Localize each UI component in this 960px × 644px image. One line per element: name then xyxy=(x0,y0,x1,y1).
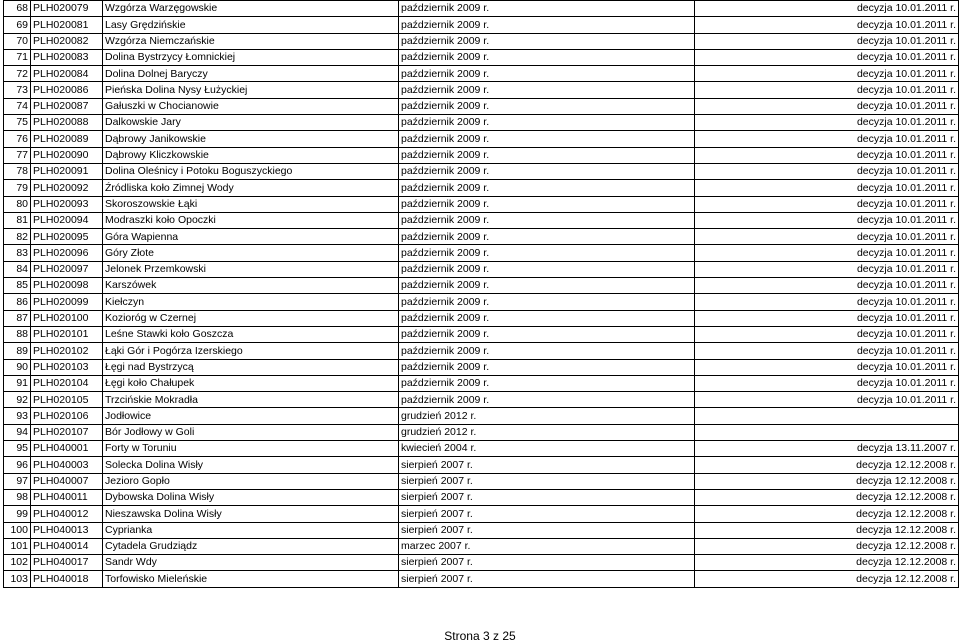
table-row xyxy=(4,278,959,294)
decision-info: decyzja 12.12.2008 r. xyxy=(695,571,959,587)
row-number: 70 xyxy=(4,33,31,49)
row-number: 93 xyxy=(4,408,31,424)
table-row xyxy=(4,555,959,571)
row-number: 89 xyxy=(4,343,31,359)
submission-date: październik 2009 r. xyxy=(399,326,695,342)
site-code: PLH020098 xyxy=(31,278,103,294)
submission-date: marzec 2007 r. xyxy=(399,538,695,554)
table-row xyxy=(4,98,959,114)
submission-date: październik 2009 r. xyxy=(399,294,695,310)
site-name: Łęgi nad Bystrzycą xyxy=(103,359,399,375)
site-code: PLH040003 xyxy=(31,457,103,473)
site-name: Sandr Wdy xyxy=(103,555,399,571)
submission-date: październik 2009 r. xyxy=(399,147,695,163)
site-name: Góry Złote xyxy=(103,245,399,261)
site-code: PLH020081 xyxy=(31,17,103,33)
row-number: 98 xyxy=(4,489,31,505)
site-code: PLH020099 xyxy=(31,294,103,310)
decision-info: decyzja 12.12.2008 r. xyxy=(695,555,959,571)
table-row xyxy=(4,294,959,310)
row-number: 87 xyxy=(4,310,31,326)
site-code: PLH020102 xyxy=(31,343,103,359)
submission-date: sierpień 2007 r. xyxy=(399,457,695,473)
site-code: PLH020106 xyxy=(31,408,103,424)
site-name: Jezioro Gopło xyxy=(103,473,399,489)
site-name: Bór Jodłowy w Goli xyxy=(103,424,399,440)
table-row xyxy=(4,441,959,457)
row-number: 73 xyxy=(4,82,31,98)
row-number: 81 xyxy=(4,212,31,228)
row-number: 100 xyxy=(4,522,31,538)
table-row xyxy=(4,147,959,163)
site-name: Cytadela Grudziądz xyxy=(103,538,399,554)
site-name: Trzcińskie Mokradła xyxy=(103,392,399,408)
site-name: Jodłowice xyxy=(103,408,399,424)
row-number: 68 xyxy=(4,1,31,17)
table-row xyxy=(4,163,959,179)
site-name: Kozioróg w Czernej xyxy=(103,310,399,326)
site-code: PLH020094 xyxy=(31,212,103,228)
decision-info: decyzja 10.01.2011 r. xyxy=(695,33,959,49)
row-number: 75 xyxy=(4,115,31,131)
table-row xyxy=(4,17,959,33)
sites-table xyxy=(3,0,959,588)
site-code: PLH020083 xyxy=(31,49,103,65)
row-number: 85 xyxy=(4,278,31,294)
decision-info: decyzja 10.01.2011 r. xyxy=(695,278,959,294)
submission-date: październik 2009 r. xyxy=(399,115,695,131)
sites-table-body xyxy=(4,1,959,588)
site-name: Solecka Dolina Wisły xyxy=(103,457,399,473)
table-row xyxy=(4,245,959,261)
decision-info: decyzja 10.01.2011 r. xyxy=(695,326,959,342)
site-name: Dolina Dolnej Baryczy xyxy=(103,66,399,82)
submission-date: październik 2009 r. xyxy=(399,229,695,245)
submission-date: październik 2009 r. xyxy=(399,278,695,294)
submission-date: sierpień 2007 r. xyxy=(399,489,695,505)
site-name: Kiełczyn xyxy=(103,294,399,310)
decision-info: decyzja 10.01.2011 r. xyxy=(695,147,959,163)
table-row xyxy=(4,196,959,212)
decision-info: decyzja 10.01.2011 r. xyxy=(695,82,959,98)
submission-date: październik 2009 r. xyxy=(399,17,695,33)
site-name: Łąki Gór i Pogórza Izerskiego xyxy=(103,343,399,359)
table-row xyxy=(4,473,959,489)
row-number: 77 xyxy=(4,147,31,163)
row-number: 86 xyxy=(4,294,31,310)
decision-info: decyzja 12.12.2008 r. xyxy=(695,538,959,554)
table-row xyxy=(4,229,959,245)
table-row xyxy=(4,343,959,359)
table-row xyxy=(4,261,959,277)
submission-date: październik 2009 r. xyxy=(399,196,695,212)
decision-info: decyzja 12.12.2008 r. xyxy=(695,473,959,489)
submission-date: październik 2009 r. xyxy=(399,392,695,408)
site-name: Forty w Toruniu xyxy=(103,441,399,457)
submission-date: grudzień 2012 r. xyxy=(399,424,695,440)
decision-info: decyzja 10.01.2011 r. xyxy=(695,212,959,228)
decision-info: decyzja 10.01.2011 r. xyxy=(695,163,959,179)
decision-info: decyzja 10.01.2011 r. xyxy=(695,17,959,33)
decision-info: decyzja 10.01.2011 r. xyxy=(695,310,959,326)
site-name: Dolina Oleśnicy i Potoku Boguszyckiego xyxy=(103,163,399,179)
decision-info: decyzja 10.01.2011 r. xyxy=(695,180,959,196)
submission-date: październik 2009 r. xyxy=(399,310,695,326)
row-number: 84 xyxy=(4,261,31,277)
site-code: PLH040014 xyxy=(31,538,103,554)
site-name: Gałuszki w Chocianowie xyxy=(103,98,399,114)
table-row xyxy=(4,66,959,82)
site-name: Góra Wapienna xyxy=(103,229,399,245)
row-number: 80 xyxy=(4,196,31,212)
site-name: Dalkowskie Jary xyxy=(103,115,399,131)
site-name: Dybowska Dolina Wisły xyxy=(103,489,399,505)
table-row xyxy=(4,392,959,408)
site-name: Źródliska koło Zimnej Wody xyxy=(103,180,399,196)
row-number: 101 xyxy=(4,538,31,554)
submission-date: sierpień 2007 r. xyxy=(399,506,695,522)
site-code: PLH040013 xyxy=(31,522,103,538)
row-number: 76 xyxy=(4,131,31,147)
site-name: Dąbrowy Kliczkowskie xyxy=(103,147,399,163)
table-row xyxy=(4,375,959,391)
table-row xyxy=(4,33,959,49)
row-number: 83 xyxy=(4,245,31,261)
decision-info: decyzja 10.01.2011 r. xyxy=(695,1,959,17)
table-row xyxy=(4,310,959,326)
submission-date: październik 2009 r. xyxy=(399,261,695,277)
submission-date: październik 2009 r. xyxy=(399,180,695,196)
decision-info: decyzja 12.12.2008 r. xyxy=(695,489,959,505)
decision-info: decyzja 10.01.2011 r. xyxy=(695,49,959,65)
site-name: Wzgórza Warzęgowskie xyxy=(103,1,399,17)
decision-info: decyzja 12.12.2008 r. xyxy=(695,522,959,538)
submission-date: sierpień 2007 r. xyxy=(399,473,695,489)
site-code: PLH020101 xyxy=(31,326,103,342)
submission-date: sierpień 2007 r. xyxy=(399,522,695,538)
decision-info: decyzja 10.01.2011 r. xyxy=(695,245,959,261)
submission-date: październik 2009 r. xyxy=(399,212,695,228)
submission-date: październik 2009 r. xyxy=(399,98,695,114)
submission-date: październik 2009 r. xyxy=(399,1,695,17)
table-row xyxy=(4,1,959,17)
site-code: PLH040007 xyxy=(31,473,103,489)
site-name: Lasy Grędzińskie xyxy=(103,17,399,33)
row-number: 78 xyxy=(4,163,31,179)
decision-info: decyzja 10.01.2011 r. xyxy=(695,261,959,277)
site-code: PLH020104 xyxy=(31,375,103,391)
table-row xyxy=(4,326,959,342)
table-row xyxy=(4,424,959,440)
site-name: Łęgi koło Chałupek xyxy=(103,375,399,391)
site-name: Pieńska Dolina Nysy Łużyckiej xyxy=(103,82,399,98)
decision-info: decyzja 10.01.2011 r. xyxy=(695,392,959,408)
row-number: 103 xyxy=(4,571,31,587)
decision-info: decyzja 12.12.2008 r. xyxy=(695,457,959,473)
site-code: PLH020082 xyxy=(31,33,103,49)
decision-info xyxy=(695,424,959,440)
site-code: PLH020105 xyxy=(31,392,103,408)
site-code: PLH040011 xyxy=(31,489,103,505)
row-number: 99 xyxy=(4,506,31,522)
row-number: 96 xyxy=(4,457,31,473)
table-row xyxy=(4,359,959,375)
decision-info: decyzja 10.01.2011 r. xyxy=(695,196,959,212)
submission-date: grudzień 2012 r. xyxy=(399,408,695,424)
table-row xyxy=(4,131,959,147)
decision-info: decyzja 10.01.2011 r. xyxy=(695,66,959,82)
submission-date: październik 2009 r. xyxy=(399,359,695,375)
site-code: PLH020092 xyxy=(31,180,103,196)
site-code: PLH020086 xyxy=(31,82,103,98)
row-number: 88 xyxy=(4,326,31,342)
site-code: PLH020103 xyxy=(31,359,103,375)
row-number: 82 xyxy=(4,229,31,245)
decision-info: decyzja 12.12.2008 r. xyxy=(695,506,959,522)
submission-date: październik 2009 r. xyxy=(399,49,695,65)
decision-info: decyzja 10.01.2011 r. xyxy=(695,229,959,245)
decision-info: decyzja 10.01.2011 r. xyxy=(695,375,959,391)
table-row xyxy=(4,506,959,522)
row-number: 95 xyxy=(4,441,31,457)
submission-date: październik 2009 r. xyxy=(399,163,695,179)
site-name: Torfowisko Mieleńskie xyxy=(103,571,399,587)
submission-date: sierpień 2007 r. xyxy=(399,571,695,587)
decision-info: decyzja 10.01.2011 r. xyxy=(695,115,959,131)
row-number: 69 xyxy=(4,17,31,33)
site-name: Dolina Bystrzycy Łomnickiej xyxy=(103,49,399,65)
table-row xyxy=(4,538,959,554)
submission-date: kwiecień 2004 r. xyxy=(399,441,695,457)
site-code: PLH020088 xyxy=(31,115,103,131)
site-name: Jelonek Przemkowski xyxy=(103,261,399,277)
site-code: PLH020095 xyxy=(31,229,103,245)
site-name: Wzgórza Niemczańskie xyxy=(103,33,399,49)
row-number: 74 xyxy=(4,98,31,114)
table-row xyxy=(4,408,959,424)
site-code: PLH020097 xyxy=(31,261,103,277)
site-code: PLH020087 xyxy=(31,98,103,114)
submission-date: październik 2009 r. xyxy=(399,343,695,359)
submission-date: październik 2009 r. xyxy=(399,66,695,82)
page-number: Strona 3 z 25 xyxy=(444,629,516,643)
site-code: PLH020090 xyxy=(31,147,103,163)
site-name: Dąbrowy Janikowskie xyxy=(103,131,399,147)
site-code: PLH040018 xyxy=(31,571,103,587)
table-row xyxy=(4,82,959,98)
submission-date: październik 2009 r. xyxy=(399,375,695,391)
row-number: 102 xyxy=(4,555,31,571)
submission-date: październik 2009 r. xyxy=(399,82,695,98)
site-code: PLH040001 xyxy=(31,441,103,457)
site-code: PLH040012 xyxy=(31,506,103,522)
row-number: 91 xyxy=(4,375,31,391)
decision-info: decyzja 13.11.2007 r. xyxy=(695,441,959,457)
site-code: PLH020091 xyxy=(31,163,103,179)
table-row xyxy=(4,49,959,65)
row-number: 94 xyxy=(4,424,31,440)
table-row xyxy=(4,522,959,538)
site-code: PLH020079 xyxy=(31,1,103,17)
row-number: 90 xyxy=(4,359,31,375)
row-number: 92 xyxy=(4,392,31,408)
site-name: Modraszki koło Opoczki xyxy=(103,212,399,228)
decision-info: decyzja 10.01.2011 r. xyxy=(695,359,959,375)
table-row xyxy=(4,571,959,587)
submission-date: październik 2009 r. xyxy=(399,131,695,147)
submission-date: październik 2009 r. xyxy=(399,245,695,261)
table-row xyxy=(4,489,959,505)
decision-info: decyzja 10.01.2011 r. xyxy=(695,98,959,114)
submission-date: październik 2009 r. xyxy=(399,33,695,49)
row-number: 97 xyxy=(4,473,31,489)
site-code: PLH040017 xyxy=(31,555,103,571)
site-name: Cyprianka xyxy=(103,522,399,538)
submission-date: sierpień 2007 r. xyxy=(399,555,695,571)
site-name: Leśne Stawki koło Goszcza xyxy=(103,326,399,342)
table-row xyxy=(4,457,959,473)
site-code: PLH020096 xyxy=(31,245,103,261)
row-number: 79 xyxy=(4,180,31,196)
site-code: PLH020100 xyxy=(31,310,103,326)
site-name: Karszówek xyxy=(103,278,399,294)
decision-info: decyzja 10.01.2011 r. xyxy=(695,294,959,310)
site-name: Skoroszowskie Łąki xyxy=(103,196,399,212)
decision-info: decyzja 10.01.2011 r. xyxy=(695,131,959,147)
decision-info: decyzja 10.01.2011 r. xyxy=(695,343,959,359)
site-code: PLH020093 xyxy=(31,196,103,212)
site-code: PLH020084 xyxy=(31,66,103,82)
table-row xyxy=(4,212,959,228)
row-number: 71 xyxy=(4,49,31,65)
table-row xyxy=(4,115,959,131)
site-code: PLH020107 xyxy=(31,424,103,440)
site-code: PLH020089 xyxy=(31,131,103,147)
site-name: Nieszawska Dolina Wisły xyxy=(103,506,399,522)
table-row xyxy=(4,180,959,196)
row-number: 72 xyxy=(4,66,31,82)
decision-info xyxy=(695,408,959,424)
